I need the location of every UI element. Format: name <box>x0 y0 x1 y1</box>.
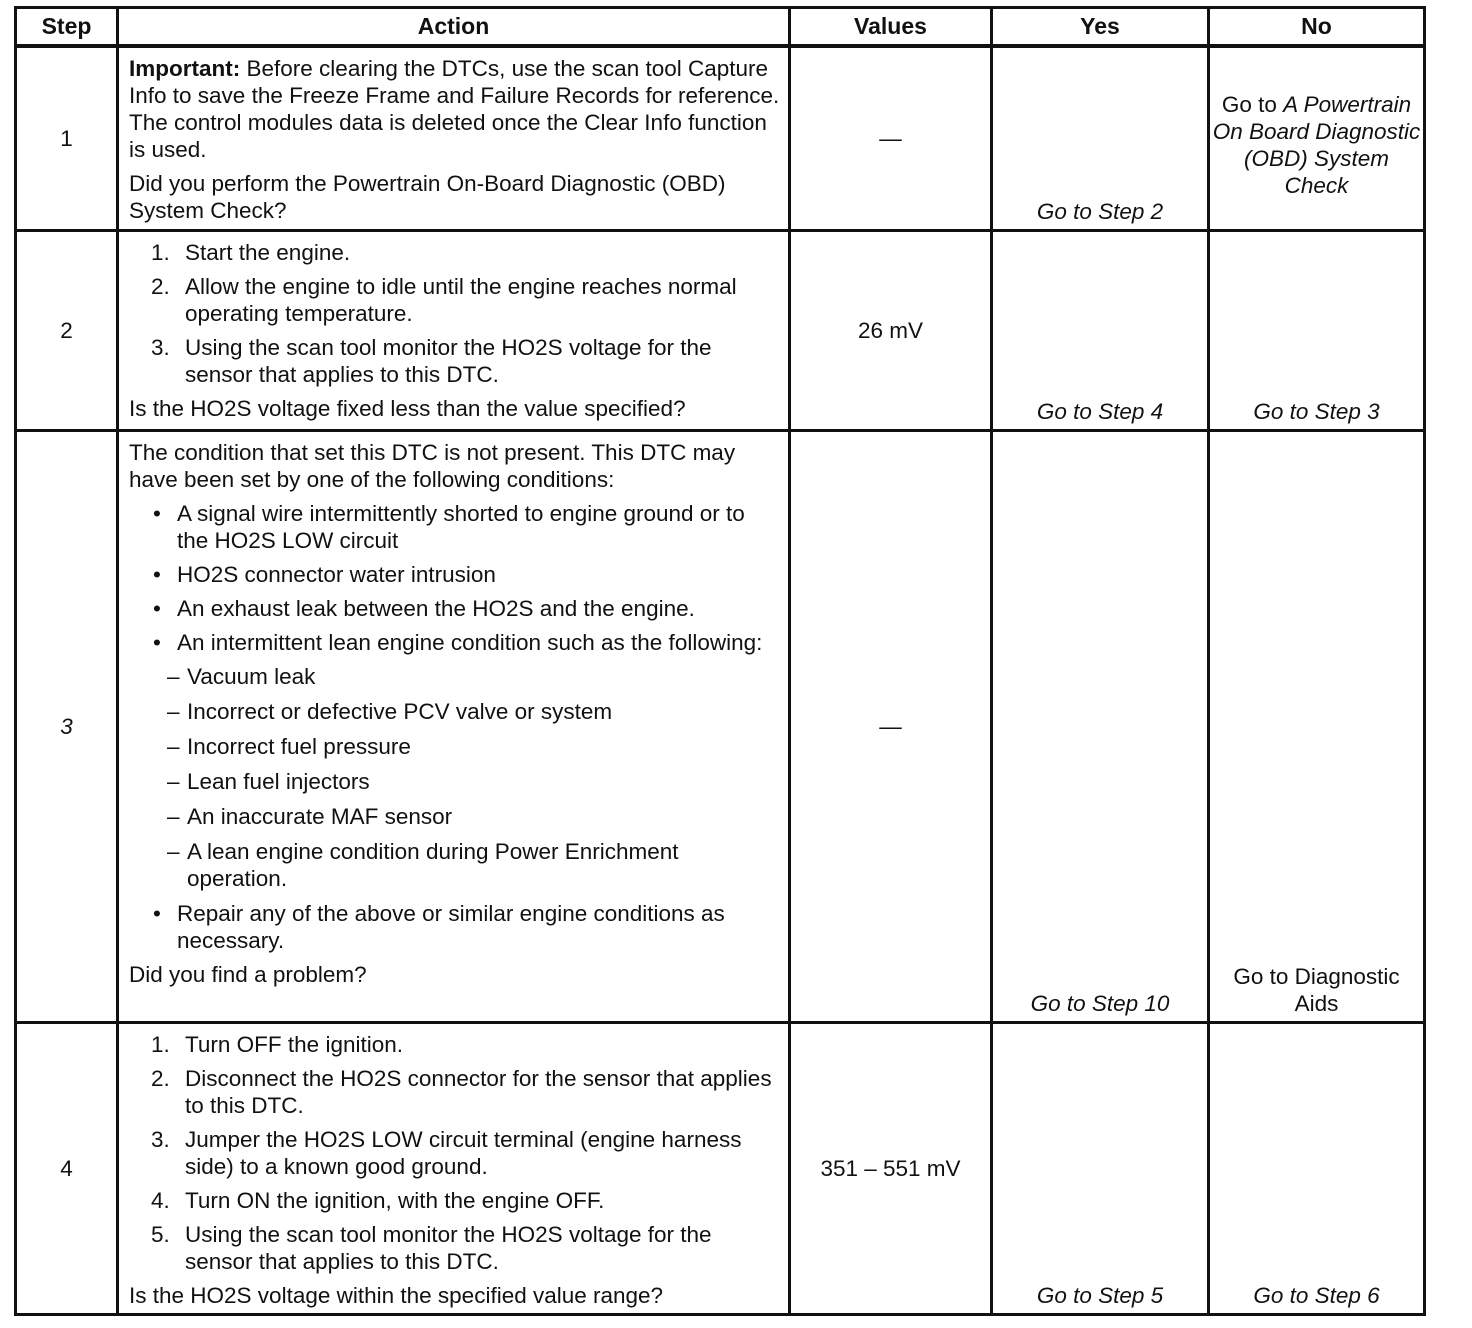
important-label: Important: <box>129 56 241 81</box>
list-item: 3. Using the scan tool monitor the HO2S voltage for the sensor that applies to this DTC. <box>151 334 712 387</box>
list-item: 1. Start the engine. <box>151 239 351 265</box>
no-cell[interactable]: Go to Step 6 <box>1209 1022 1425 1314</box>
list-item: • HO2S connector water intrusion <box>153 561 496 587</box>
step-number: 4 <box>16 1022 118 1314</box>
list-item: 2. Allow the engine to idle until the engine reaches normal operating temperature. <box>151 273 737 326</box>
value-cell: 26 mV <box>790 230 992 430</box>
step-number: 1 <box>16 46 118 230</box>
action-cell <box>118 230 790 430</box>
value-cell: 351 – 551 mV <box>790 1022 992 1314</box>
no-prefix: Go to <box>1221 92 1277 118</box>
action-question: Did you find a problem? <box>129 961 367 987</box>
yes-cell[interactable]: Go to Step 2 <box>992 46 1209 230</box>
action-cell <box>118 430 790 1022</box>
condition-intro: The condition that set this DTC is not present. This DTC may have been set by one of the following conditions: <box>129 439 736 492</box>
table-row <box>16 230 1425 430</box>
yes-cell[interactable]: Go to Step 5 <box>992 1022 1209 1314</box>
no-link-obd-check[interactable]: A Powertrain On Board Diagnostic (OBD) System Check <box>1212 92 1421 199</box>
step-number: 3 <box>16 430 118 1022</box>
list-item: • Repair any of the above or similar engine conditions as necessary. <box>153 900 725 953</box>
header-step: Step <box>16 8 118 47</box>
header-row <box>16 8 1425 47</box>
header-no: No <box>1209 8 1425 47</box>
list-item: – A lean engine condition during Power Enrichment operation. <box>167 838 679 891</box>
yes-cell[interactable]: Go to Step 10 <box>992 430 1209 1022</box>
list-item: – Lean fuel injectors <box>167 768 370 794</box>
action-question: Did you perform the Powertrain On-Board Diagnostic (OBD) System Check? <box>129 171 726 223</box>
list-item: • An intermittent lean engine condition such as the following: – Vacuum leak – Incorrect or defective PCV valve or system – Incorrect fuel pressure – Lean fuel injectors – An inaccurate MAF sensor – A lean engine condition during Power Enrichment operation. <box>129 629 780 892</box>
header-yes: Yes <box>992 8 1209 47</box>
table-row <box>16 430 1425 1022</box>
list-item: 2. Disconnect the HO2S connector for the sensor that applies to this DTC. <box>151 1065 772 1118</box>
action-question: Is the HO2S voltage fixed less than the value specified? <box>129 395 686 421</box>
table-row <box>16 1022 1425 1314</box>
action-cell <box>118 1022 790 1314</box>
condition-list <box>129 500 780 954</box>
list-item: – Incorrect fuel pressure <box>167 733 411 759</box>
list-item: • A signal wire intermittently shorted to engine ground or to the HO2S LOW circuit <box>153 500 745 553</box>
diagnostic-table <box>14 6 1426 1316</box>
list-item: – An inaccurate MAF sensor <box>167 803 453 829</box>
list-item: 5. Using the scan tool monitor the HO2S voltage for the sensor that applies to this DTC. <box>151 1221 712 1274</box>
value-cell: — <box>790 46 992 230</box>
list-item: – Vacuum leak <box>167 663 316 689</box>
numbered-steps <box>129 239 780 388</box>
no-cell[interactable] <box>1209 46 1425 230</box>
yes-cell[interactable]: Go to Step 4 <box>992 230 1209 430</box>
step-number: 2 <box>16 230 118 430</box>
no-cell[interactable]: Go to Step 3 <box>1209 230 1425 430</box>
value-cell: — <box>790 430 992 1022</box>
important-note <box>129 55 780 163</box>
action-cell <box>118 46 790 230</box>
list-item: 4. Turn ON the ignition, with the engine OFF. <box>151 1187 605 1213</box>
list-item: 1. Turn OFF the ignition. <box>151 1031 404 1057</box>
important-text: Before clearing the DTCs, use the scan tool Capture Info to save the Freeze Frame and Failure Records for reference. The control modules data is deleted once the Clear Info function is used. <box>129 56 780 162</box>
list-item: • An exhaust leak between the HO2S and the engine. <box>153 595 695 621</box>
list-item: 3. Jumper the HO2S LOW circuit terminal (engine harness side) to a known good ground. <box>151 1126 742 1179</box>
action-question: Is the HO2S voltage within the specified value range? <box>129 1282 664 1308</box>
header-values: Values <box>790 8 992 47</box>
numbered-steps <box>129 1031 780 1275</box>
sub-condition-list <box>167 663 780 892</box>
table-row <box>16 46 1425 230</box>
list-item: – Incorrect or defective PCV valve or system <box>167 698 613 724</box>
no-cell[interactable]: Go to Diagnostic Aids <box>1209 430 1425 1022</box>
header-action: Action <box>118 8 790 47</box>
